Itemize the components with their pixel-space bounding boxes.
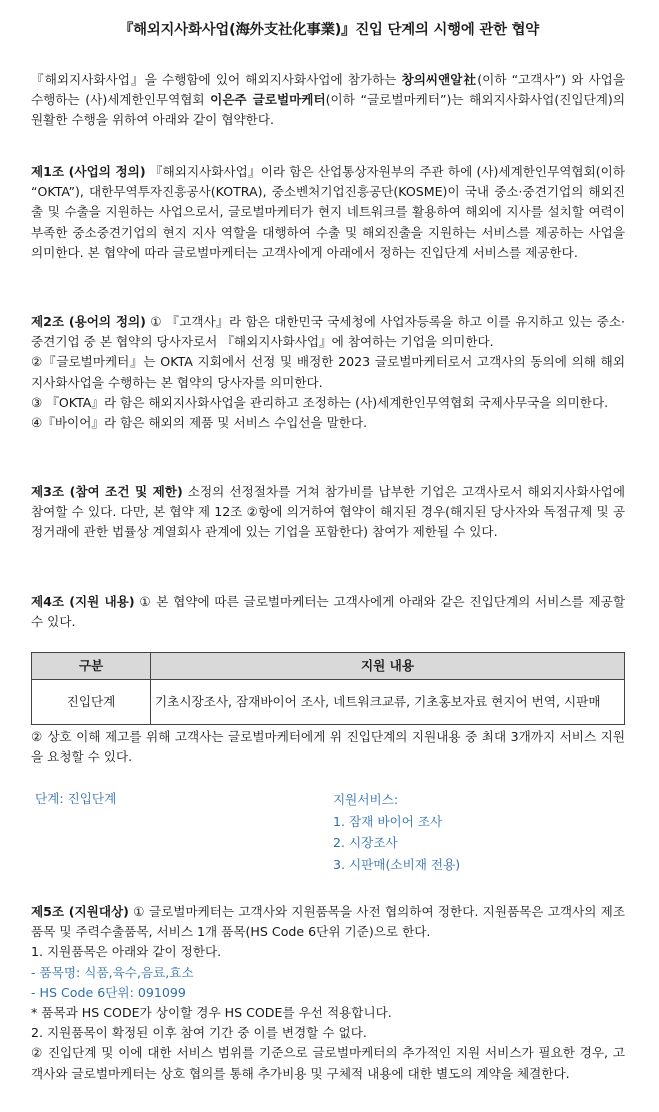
article-4-item-2: ② 상호 이해 제고를 위해 고객사는 글로벌마케터에게 위 진입단계의 지원내용 중 최대 3개까지 서비스 지원을 요청할 수 있다.	[31, 729, 625, 765]
table-cell-content: 기초시장조사, 잠재바이어 조사, 네트워크교류, 기초홍보자료 현지어 번역, 시판매	[151, 680, 625, 725]
article-4-heading: 제4조 (지원 내용)	[31, 594, 135, 609]
article-5-line-1: 1. 지원품목은 아래와 같이 정한다.	[31, 944, 222, 960]
article-2-heading: 제2조 (용어의 정의)	[31, 314, 146, 329]
intro-text-3: (이하 “글로벌마케터”)는 해외지사화사업(진입단계)의 원활한 수행을 위하여 아래와 같이 협약한다.	[31, 92, 626, 128]
article-1-body: 『해외지사화사업』이라 함은 산업통상자원부의 주관 하에 (사)세계한인무역협회(이하 “OKTA”), 대한무역투자진흥공사(KOTRA), 중소벤처기업진흥공단(KOSME)이 국내 중소·중견기업의 해외진출 및 수출을 지원하는 사업으로서, 글로벌마케터가 현지 네트워크를 활용하여 해외에 지사를 설치할 여력이 부족한 중소중견기업의 현지 지사 역할을 대행하여 수출 및 해외진출을 지원하는 서비스를 제공하는 사업을 의미한다. 본 협약에 따라 글로벌마케터는 고객사에게 아래에서 정하는 진입단계 서비스를 제공한다.	[31, 164, 626, 260]
article-2-item-3: ③ 『OKTA』라 함은 해외지사화사업을 관리하고 조정하는 (사)세계한인무역협회 국제사무국을 의미한다.	[31, 394, 609, 410]
article-5-item-name: - 품목명: 식품,육수,음료,효소	[31, 964, 194, 980]
table-header-category: 구분	[32, 653, 151, 680]
article-5-hs-code: - HS Code 6단위: 091099	[31, 984, 186, 1000]
article-2-item-4: ④『바이어』라 함은 해외의 제품 및 서비스 수입선을 말한다.	[31, 415, 368, 431]
services-list	[333, 789, 460, 875]
marketer-name: 이은주 글로벌마케터	[210, 92, 326, 108]
article-1-heading: 제1조 (사업의 정의)	[31, 164, 146, 179]
article-2	[31, 312, 625, 433]
article-1	[31, 162, 625, 263]
article-5-heading: 제5조 (지원대상)	[31, 904, 129, 919]
intro-paragraph	[31, 70, 625, 131]
client-name: 창의씨앤알社	[401, 72, 478, 87]
table-cell-stage: 진입단계	[32, 680, 151, 725]
intro-text-1: 『해외지사화사업』을 수행함에 있어 해외지사화사업에 참가하는	[31, 72, 402, 87]
services-label: 지원서비스:	[333, 792, 399, 807]
article-5-item-2: ② 진입단계 및 이에 대한 서비스 범위를 기준으로 글로벌마케터의 추가적인 지원 서비스가 필요한 경우, 고객사와 글로벌마케터는 상호 협의를 통해 추가비용 및 구체적 내용에 대한 별도의 계약을 체결한다.	[31, 1045, 625, 1081]
article-3	[31, 482, 625, 543]
stage-label: 단계: 진입단계	[35, 791, 117, 806]
article-5	[31, 902, 625, 1084]
article-4	[31, 592, 625, 632]
article-3-body: 소정의 선정절차를 거쳐 참가비를 납부한 기업은 고객사로서 해외지사화사업에 참여할 수 있다. 다만, 본 협약 제 12조 ②항에 의거하여 협약이 해지된 경우(해지된 당사자와 독점규제 및 공정거래에 관한 법률상 계열회사 관계에 있는 기업을 포함한다) 참여가 제한될 수 있다.	[31, 484, 625, 540]
article-3-heading: 제3조 (참여 조건 및 제한)	[31, 484, 183, 499]
table-header-row	[32, 653, 625, 680]
table-header-content: 지원 내용	[151, 653, 625, 680]
article-4-item-1: ① 본 협약에 따른 글로벌마케터는 고객사에게 아래와 같은 진입단계의 서비스를 제공할 수 있다.	[31, 594, 625, 630]
service-item: 2. 시장조사	[333, 835, 398, 850]
service-item: 1. 잠재 바이어 조사	[333, 813, 443, 829]
article-5-note: * 품목과 HS CODE가 상이할 경우 HS CODE를 우선 적용합니다.	[31, 1005, 392, 1021]
article-5-item-1: ① 글로벌마케터는 고객사와 지원품목을 사전 협의하여 정한다. 지원품목은 고객사의 제조품목 및 주력수출품목, 서비스 1개 품목(HS Code 6단위 기준)으로 한다.	[31, 904, 625, 940]
support-table	[31, 652, 625, 725]
article-4-item-2-block	[31, 727, 625, 767]
intro-text-2: (이하 “고객사”) 와 사업을 수행하는 (사)세계한인무역협회	[31, 72, 625, 108]
table-row	[32, 680, 625, 725]
article-2-item-2: ②『글로벌마케터』는 OKTA 지회에서 선정 및 배정한 2023 글로벌마케터로서 고객사의 동의에 의해 해외지사화사업을 수행하는 본 협약의 당사자를 의미한다.	[31, 354, 625, 390]
article-2-item-1: ① 『고객사』라 함은 대한민국 국세청에 사업자등록을 하고 이를 유지하고 있는 중소·중견기업 중 본 협약의 당사자로서 『해외지사화사업』에 참여하는 기업을 의미한다.	[31, 314, 625, 350]
service-item: 3. 시판매(소비재 전용)	[333, 856, 461, 872]
article-5-line-2: 2. 지원품목이 확정된 이후 참여 기간 중 이를 변경할 수 없다.	[31, 1025, 367, 1041]
document-title: 『해외지사화사업(海外支社化事業)』진입 단계의 시행에 관한 협약	[118, 22, 540, 38]
